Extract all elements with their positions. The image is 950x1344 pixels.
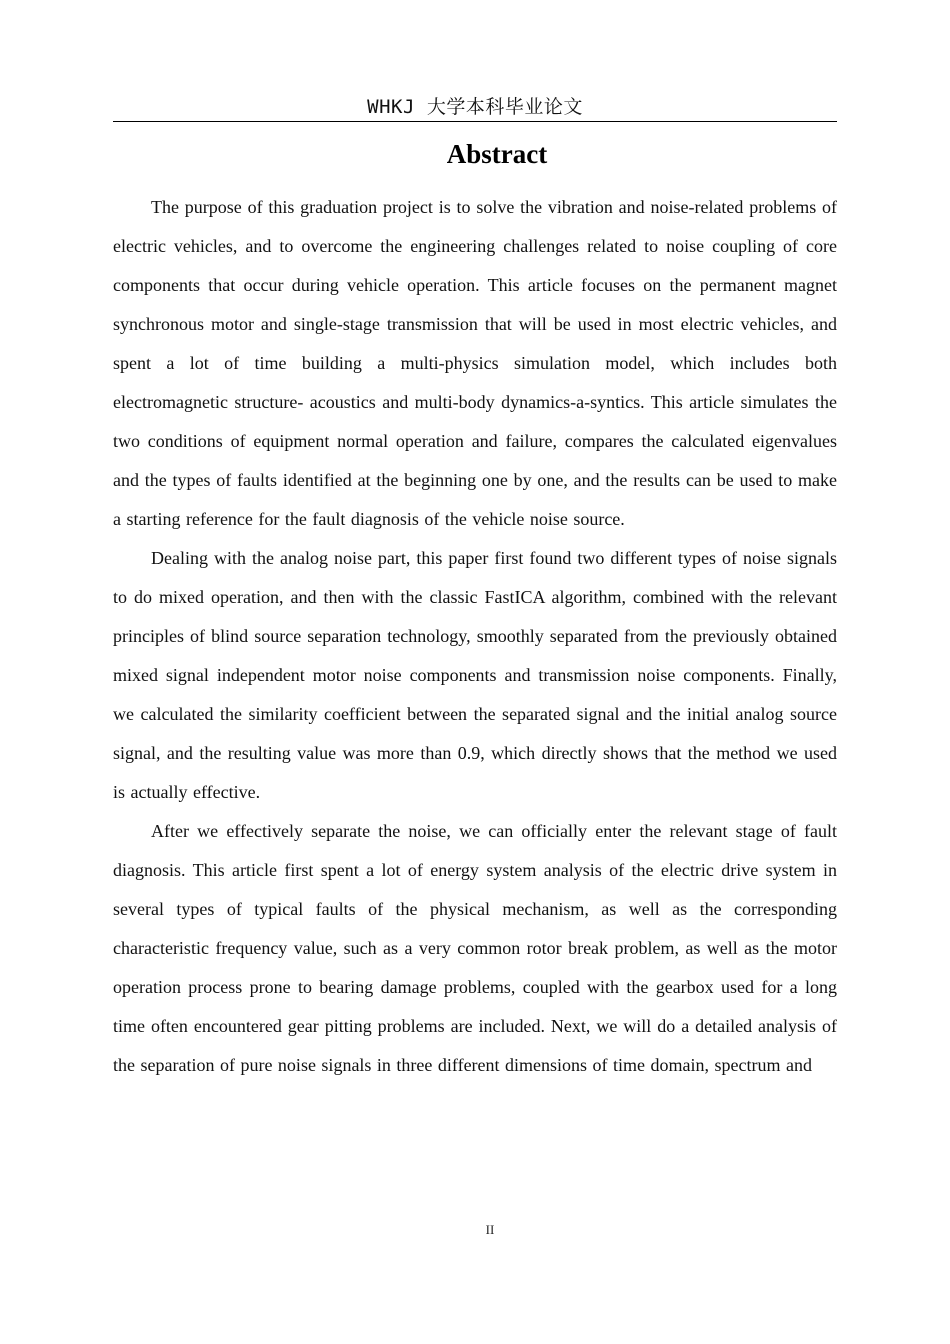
abstract-paragraph-3: After we effectively separate the noise, we can officially enter the relevant stage of fault diagnosis. This article first spent a lot of energy system analysis of the electric drive system in several types of typical faults of the physical mechanism, as well as the corresponding characteristic frequency value, such as a very common rotor break problem, as well as the motor operation process prone to bearing damage problems, coupled with the gearbox used for a long time often encountered gear pitting problems are included. Next, we will do a detailed analysis of the separation of pure noise signals in three different dimensions of time domain, spectrum and xyxy=(113,821,837,1075)
header-rule xyxy=(113,121,837,122)
abstract-paragraph-1: The purpose of this graduation project is to solve the vibration and noise-related problems of electric vehicles, and to overcome the engineering challenges related to noise coupling of core components that occur during vehicle operation. This article focuses on the permanent magnet synchronous motor and single-stage transmission that will be used in most electric vehicles, and spent a lot of time building a multi-physics simulation model, which includes both electromagnetic structure- acoustics and multi-body dynamics-a-syntics. This article simulates the two conditions of equipment normal operation and failure, compares the calculated eigenvalues and the types of faults identified at the beginning one by one, and the results can be used to make a starting reference for the fault diagnosis of the vehicle noise source. xyxy=(113,197,837,529)
abstract-body xyxy=(113,188,837,1085)
abstract-paragraph-2: Dealing with the analog noise part, this paper first found two different types of noise signals to do mixed operation, and then with the classic FastICA algorithm, combined with the relevant principles of blind source separation technology, smoothly separated from the previously obtained mixed signal independent motor noise components and transmission noise components. Finally, we calculated the similarity coefficient between the separated signal and the initial analog source signal, and the resulting value was more than 0.9, which directly shows that the method we used is actually effective. xyxy=(113,548,837,802)
abstract-title: Abstract xyxy=(446,139,548,169)
running-header: WHKJ 大学本科毕业论文 xyxy=(367,96,583,118)
page-number: II xyxy=(485,1222,495,1237)
